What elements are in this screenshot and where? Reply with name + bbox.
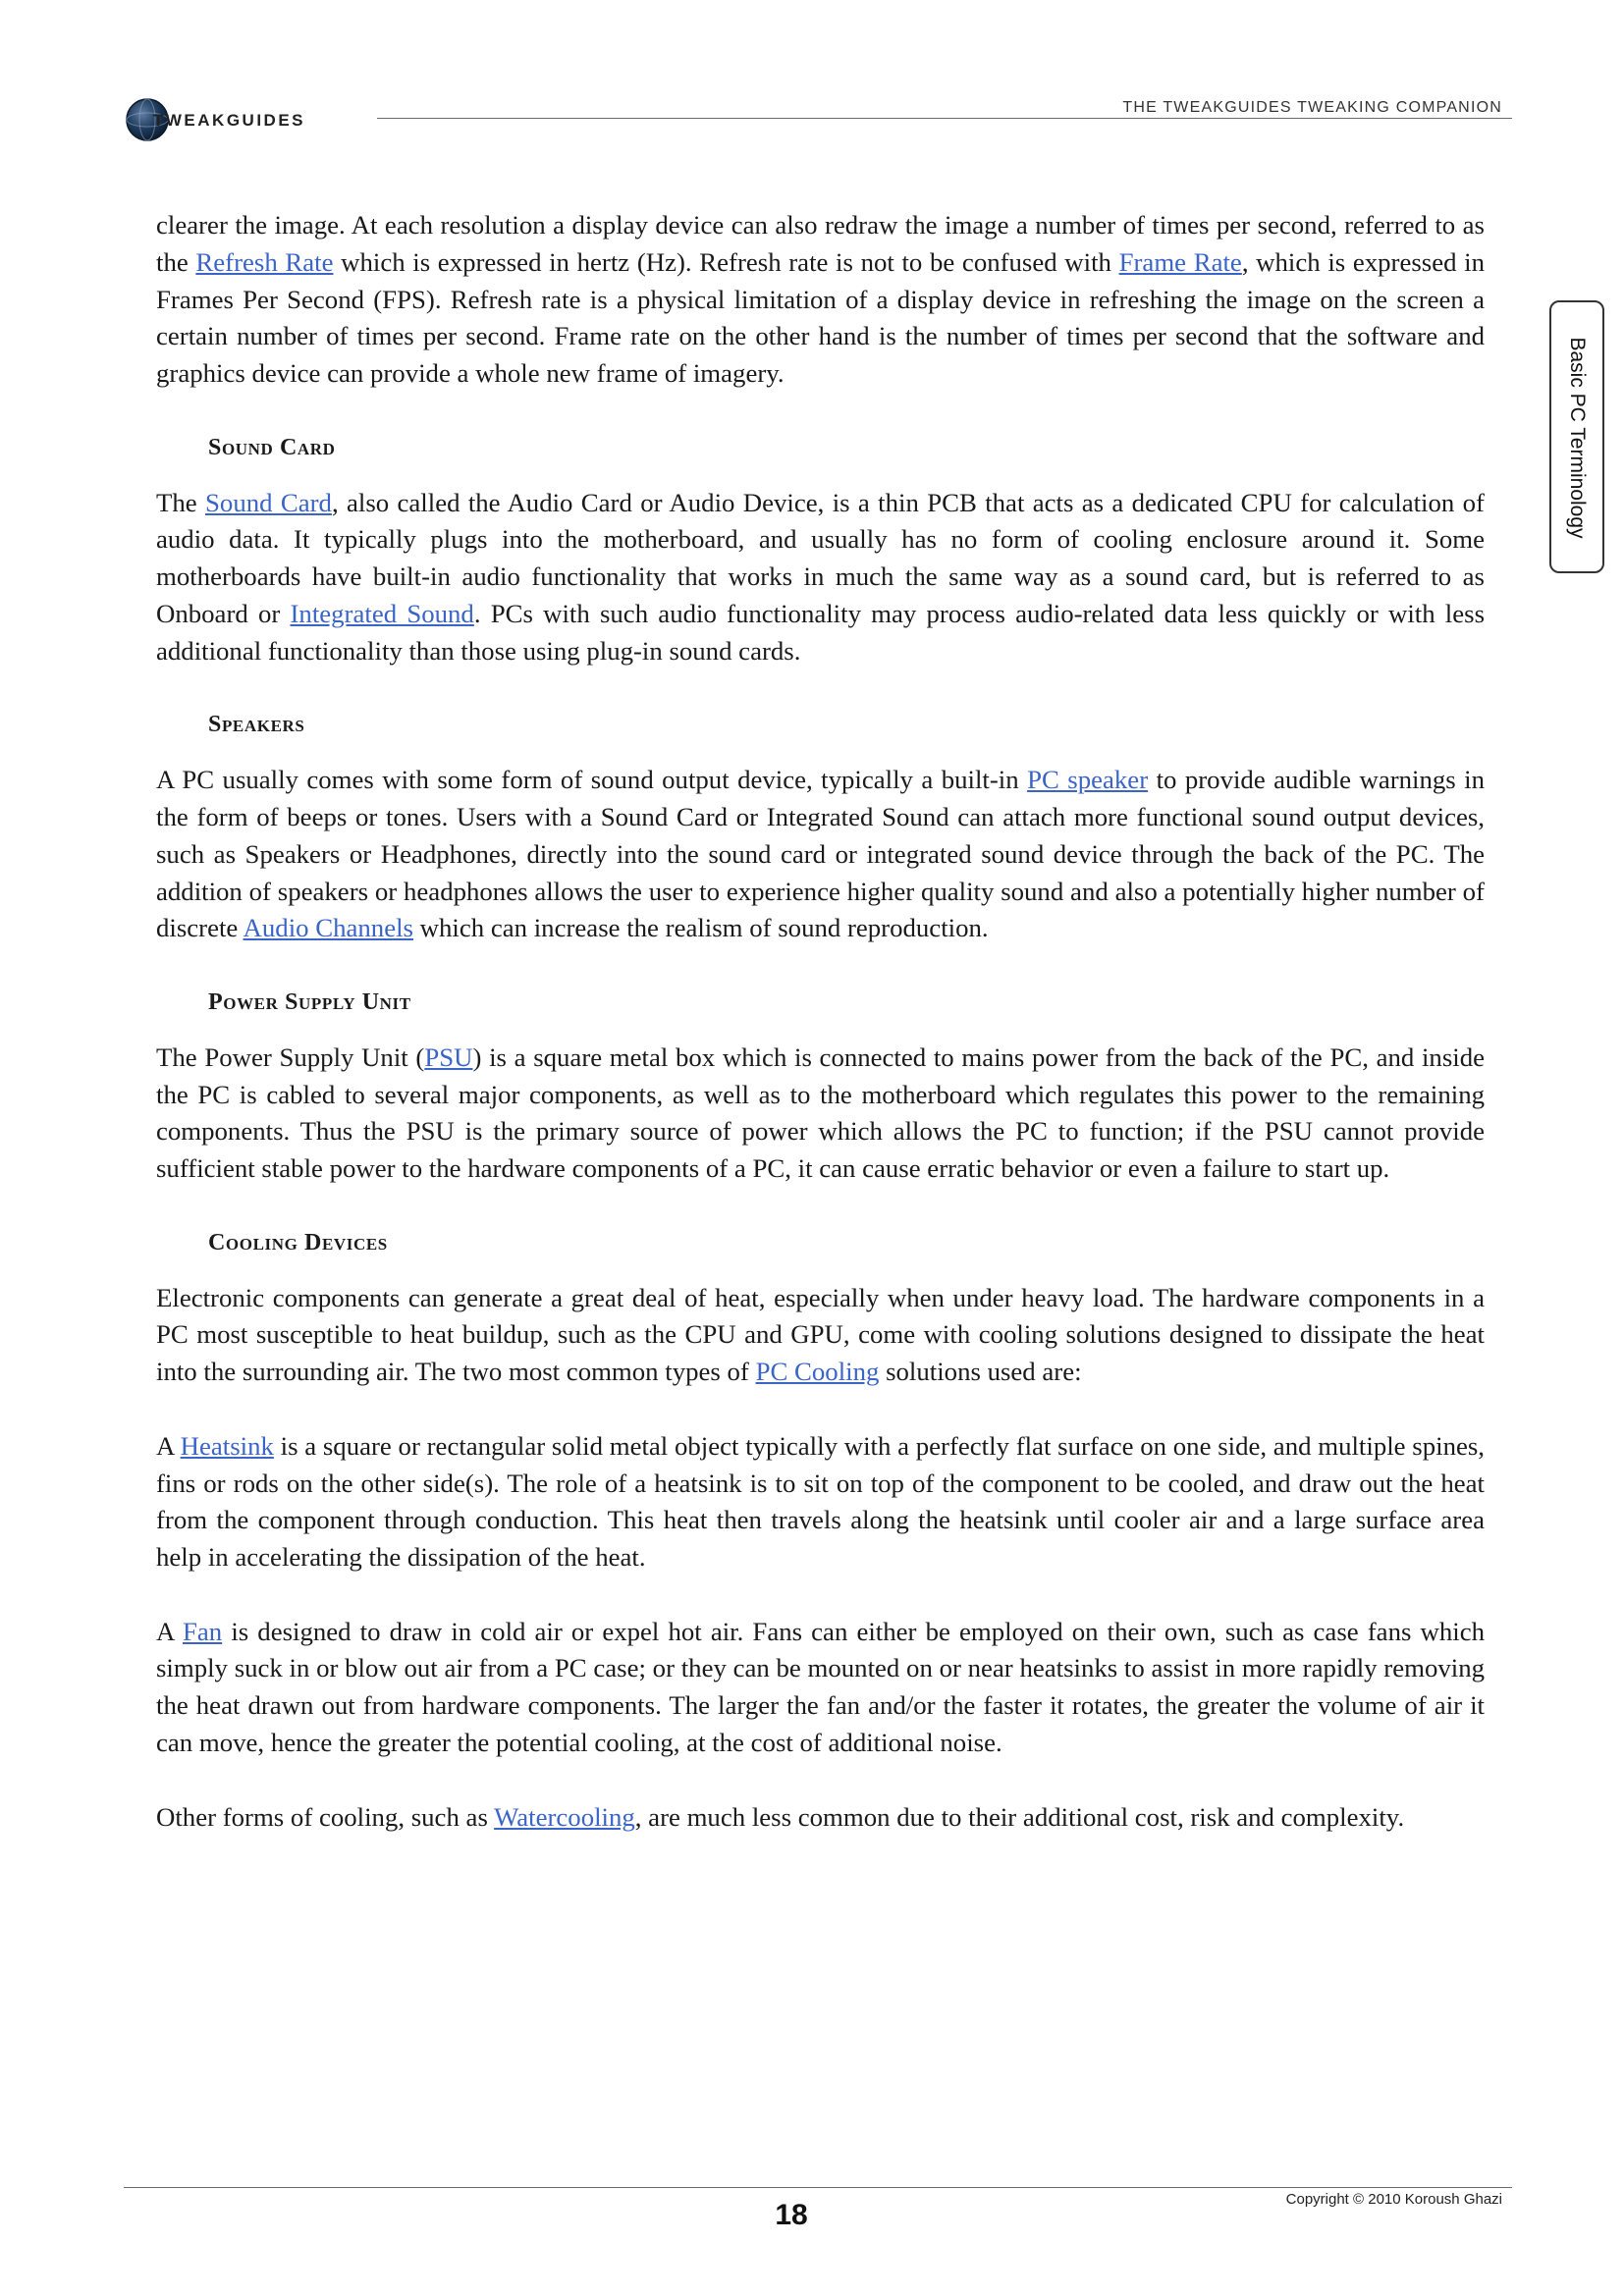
- paragraph-text: ) is a square metal box which is connected to mains power from the back of the PC, and inside the PC is cabled to several major components, as well as to the motherboard which regulates this power to the remaining components. Thus the PSU is the primary source of power which allows the PC to function; if the PSU cannot provide sufficient stable power to the hardware components of a PC, it can cause erratic behavior or even a failure to start up.: [156, 1041, 1485, 1184]
- body-paragraph: [156, 762, 1485, 947]
- body-paragraph: [156, 1040, 1485, 1188]
- paragraph-text: to provide audible warnings in the form of beeps or tones. Users with a Sound Card or Integrated Sound can attach more functional sound output devices, such as Speakers or Headphones, directly into the sound card or integrated sound device through the back of the PC. The addition of speakers or headphones allows the user to experience higher quality sound and also a potentially higher number of discrete: [156, 765, 1486, 943]
- hyperlink[interactable]: Fan: [183, 1616, 223, 1646]
- paragraph-text: clearer the image. At each resolution a display device can also redraw the image a number of times per second, referred to as the: [156, 210, 1485, 277]
- paragraph-text: The: [156, 487, 206, 517]
- hyperlink[interactable]: PC Cooling: [755, 1357, 880, 1387]
- logo-wordmark: TWEAKGUIDES: [153, 111, 305, 130]
- footer-divider: [124, 2187, 1512, 2188]
- hyperlink[interactable]: Frame Rate: [1118, 246, 1242, 277]
- paragraph-text: A: [156, 1430, 181, 1461]
- paragraph-text: The Power Supply Unit (: [156, 1041, 425, 1072]
- paragraph-text: , are much less common due to their additional cost, risk and complexity.: [634, 1801, 1405, 1832]
- body-paragraph: [156, 1799, 1485, 1837]
- paragraph-text: , which is expressed in Frames Per Second (FPS). Refresh rate is a physical limitation of a display device in refreshing the image on the screen a certain number of times per second. Frame rate on the other hand is the number of times per second that the software and graphics device can provide a whole new frame of imagery.: [156, 246, 1486, 389]
- page-number: 18: [775, 2199, 808, 2231]
- hyperlink[interactable]: Watercooling: [494, 1801, 635, 1832]
- header-divider: [377, 118, 1512, 119]
- section-heading: Speakers: [208, 712, 305, 738]
- paragraph-text: A PC usually comes with some form of sound output device, typically a built-in: [156, 765, 1028, 795]
- copyright-notice: Copyright © 2010 Koroush Ghazi: [1285, 2191, 1502, 2208]
- paragraph-text: solutions used are:: [879, 1357, 1082, 1387]
- section-heading: Cooling Devices: [208, 1229, 388, 1255]
- body-paragraph: [156, 485, 1485, 670]
- section-heading: Sound Card: [208, 434, 336, 460]
- paragraph-text: is designed to draw in cold air or expel hot air. Fans can either be employed on their own, such as case fans which simply suck in or blow out air from a PC case; or they can be mounted on or near heatsinks to assist in more rapidly removing the heat drawn out from hardware components. The larger the fan and/or the faster it rotates, the greater the volume of air it can move, hence the greater the potential cooling, at the cost of additional noise.: [156, 1616, 1486, 1758]
- hyperlink[interactable]: Sound Card: [205, 487, 332, 517]
- paragraph-text: which is expressed in hertz (Hz). Refresh rate is not to be confused with: [333, 246, 1119, 277]
- section-heading: Power Supply Unit: [208, 988, 411, 1015]
- paragraph-text: A: [156, 1616, 183, 1646]
- hyperlink[interactable]: PC speaker: [1027, 765, 1149, 795]
- paragraph-text: . PCs with such audio functionality may process audio-related data less quickly or with less additional functionality than those using plug-in sound cards.: [156, 598, 1486, 666]
- tweakguides-logo: [124, 96, 359, 143]
- hyperlink[interactable]: PSU: [424, 1041, 473, 1072]
- page-body: [156, 207, 1485, 1836]
- paragraph-text: Electronic components can generate a great deal of heat, especially when under heavy load. The hardware components in a PC most susceptible to heat buildup, such as the CPU and GPU, come with cooling solutions designed to dissipate the heat into the surrounding air. The two most common types of: [156, 1282, 1485, 1387]
- running-header-title: THE TWEAKGUIDES TWEAKING COMPANION: [1122, 99, 1502, 116]
- body-paragraph: [156, 1614, 1485, 1762]
- paragraph-text: which can increase the realism of sound reproduction.: [412, 913, 989, 943]
- paragraph-text: , also called the Audio Card or Audio Device, is a thin PCB that acts as a dedicated CPU for calculation of audio data. It typically plugs into the motherboard, and usually has no form of cooling enclosure around it. Some motherboards have built-in audio functionality that works in much the same way as a sound card, but is referred to as Onboard or: [156, 487, 1485, 628]
- body-paragraph: [156, 207, 1485, 393]
- chapter-side-tab-label: Basic PC Terminology: [1566, 337, 1589, 539]
- hyperlink[interactable]: Refresh Rate: [195, 246, 334, 277]
- body-paragraph: [156, 1428, 1485, 1576]
- hyperlink[interactable]: Audio Channels: [243, 913, 413, 943]
- paragraph-text: is a square or rectangular solid metal object typically with a perfectly flat surface on one side, and multiple spines, fins or rods on the other side(s). The role of a heatsink is to sit on top of the component to be cooled, and draw out the heat from the component through conduction. This heat then travels along the heatsink until cooler air and a large surface area help in accelerating the dissipation of the heat.: [156, 1430, 1485, 1573]
- paragraph-text: Other forms of cooling, such as: [156, 1801, 495, 1832]
- body-paragraph: [156, 1280, 1485, 1391]
- hyperlink[interactable]: Heatsink: [180, 1430, 274, 1461]
- hyperlink[interactable]: Integrated Sound: [290, 598, 474, 628]
